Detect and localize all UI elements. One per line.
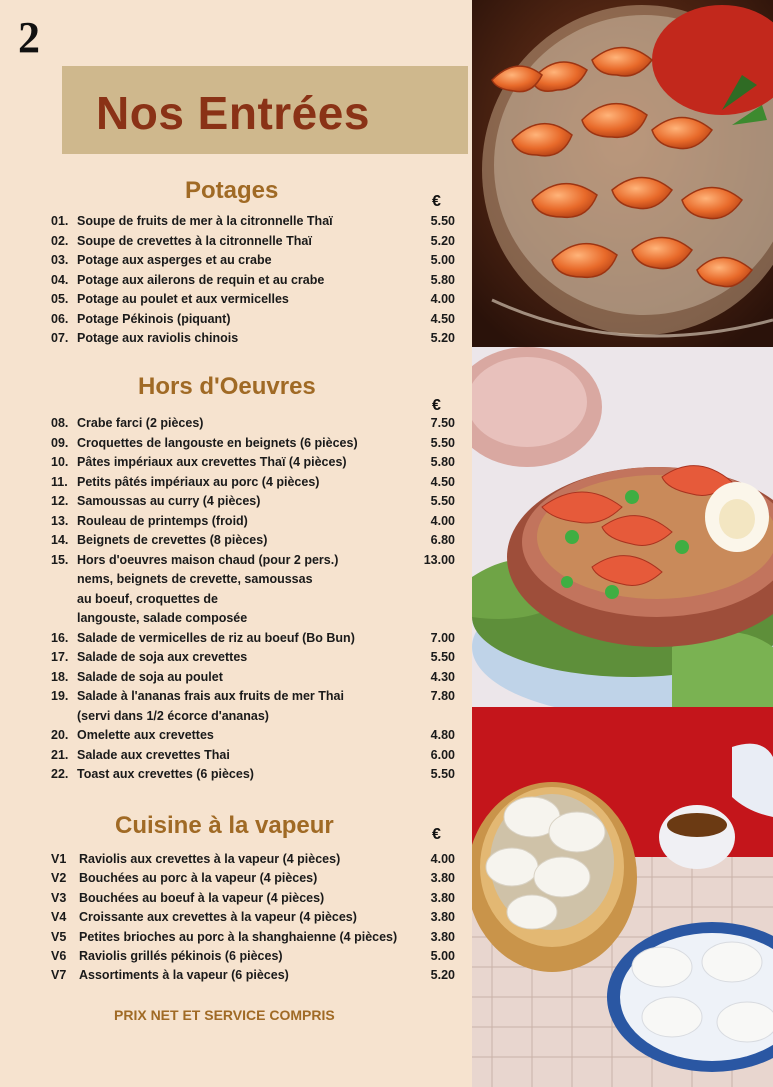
item-name: Potage aux asperges et au crabe bbox=[77, 253, 272, 267]
menu-item bbox=[51, 850, 461, 869]
menu-item bbox=[51, 966, 461, 985]
item-number: 19. bbox=[51, 689, 69, 703]
menu-item bbox=[51, 251, 461, 270]
item-number: 09. bbox=[51, 435, 69, 450]
page-title: Nos Entrées bbox=[96, 87, 370, 139]
menu-item bbox=[51, 434, 461, 453]
menu-item bbox=[51, 310, 461, 329]
item-price: 7.50 bbox=[430, 416, 455, 430]
menu-item bbox=[51, 492, 461, 511]
item-name: Salade de soja au poulet bbox=[77, 669, 223, 684]
item-price: 4.80 bbox=[430, 728, 455, 742]
item-price: 5.50 bbox=[430, 435, 455, 450]
menu-item bbox=[51, 590, 461, 609]
menu-item bbox=[51, 687, 461, 706]
section-title-vapeur: Cuisine à la vapeur bbox=[115, 812, 334, 839]
item-price: 5.50 bbox=[430, 214, 455, 228]
item-name: Bouchées au boeuf à la vapeur (4 pièces) bbox=[79, 890, 325, 905]
item-name: Soupe de fruits de mer à la citronnelle Thaï bbox=[77, 214, 333, 228]
item-price: 4.50 bbox=[430, 311, 455, 326]
item-number: 14. bbox=[51, 533, 69, 547]
item-price: 5.50 bbox=[430, 650, 455, 664]
item-name: nems, beignets de crevette, samoussas bbox=[77, 572, 313, 586]
item-name: Toast aux crevettes (6 pièces) bbox=[77, 767, 254, 781]
item-number: 20. bbox=[51, 728, 69, 742]
item-price: 5.00 bbox=[430, 949, 455, 963]
currency-vapeur: € bbox=[432, 826, 441, 843]
item-number: 07. bbox=[51, 331, 69, 345]
item-name: Potage aux ailerons de requin et au crabe bbox=[77, 272, 325, 287]
item-name: Salade de soja aux crevettes bbox=[77, 650, 248, 664]
menu-item bbox=[51, 746, 461, 765]
menu-item bbox=[51, 531, 461, 550]
item-price: 5.20 bbox=[430, 331, 455, 345]
item-name: Soupe de crevettes à la citronnelle Thaï bbox=[77, 233, 312, 248]
item-name: Assortiments à la vapeur (6 pièces) bbox=[79, 968, 289, 983]
item-name: Potage Pékinois (piquant) bbox=[77, 311, 231, 326]
page-number: 2 bbox=[18, 13, 40, 62]
item-price: 3.80 bbox=[430, 929, 455, 944]
item-number: 16. bbox=[51, 630, 69, 645]
dim-sum-photo bbox=[472, 707, 773, 1087]
menu-item bbox=[51, 551, 461, 570]
item-name: Salade aux crevettes Thai bbox=[77, 747, 230, 762]
item-number: 21. bbox=[51, 747, 69, 762]
item-number: 06. bbox=[51, 311, 69, 326]
menu-item bbox=[51, 609, 461, 628]
item-price: 3.80 bbox=[430, 910, 455, 925]
item-name: Petites brioches au porc à la shanghaienne (4 pièces) bbox=[79, 929, 398, 944]
item-number: 13. bbox=[51, 513, 69, 528]
clay-pot-photo bbox=[472, 347, 773, 707]
footer-note: PRIX NET ET SERVICE COMPRIS bbox=[114, 1007, 335, 1023]
item-price: 5.20 bbox=[430, 233, 455, 248]
title-banner bbox=[62, 66, 468, 154]
menu-item bbox=[51, 232, 461, 251]
item-number: 08. bbox=[51, 416, 69, 430]
item-number: 04. bbox=[51, 272, 69, 287]
item-name: Croquettes de langouste en beignets (6 pièces) bbox=[77, 435, 358, 450]
item-number: V5 bbox=[51, 929, 67, 944]
item-price: 6.80 bbox=[430, 533, 455, 547]
menu-item bbox=[51, 473, 461, 492]
item-number: 18. bbox=[51, 669, 69, 684]
item-number: V6 bbox=[51, 949, 67, 963]
menu-item bbox=[51, 947, 461, 966]
item-name: Croissante aux crevettes à la vapeur (4 pièces) bbox=[79, 910, 357, 925]
menu-item bbox=[51, 648, 461, 667]
item-number: V1 bbox=[51, 852, 67, 866]
section-title-hors-doeuvres: Hors d'Oeuvres bbox=[138, 373, 316, 400]
menu-item bbox=[51, 869, 461, 888]
item-price: 4.30 bbox=[430, 669, 455, 684]
item-number: 03. bbox=[51, 253, 69, 267]
menu-item bbox=[51, 212, 461, 231]
item-price: 6.00 bbox=[430, 747, 455, 762]
menu-item bbox=[51, 889, 461, 908]
item-number: 22. bbox=[51, 767, 69, 781]
item-price: 4.00 bbox=[430, 852, 455, 866]
currency-hors-doeuvres: € bbox=[432, 397, 441, 414]
item-name: au boeuf, croquettes de bbox=[77, 591, 218, 606]
menu-item bbox=[51, 629, 461, 648]
menu-item bbox=[51, 512, 461, 531]
menu-item bbox=[51, 414, 461, 433]
item-price: 13.00 bbox=[423, 552, 455, 567]
item-price: 5.80 bbox=[430, 455, 455, 469]
item-number: V7 bbox=[51, 968, 67, 983]
menu-item bbox=[51, 453, 461, 472]
item-price: 5.50 bbox=[430, 494, 455, 508]
item-number: 10. bbox=[51, 455, 69, 469]
item-price: 4.00 bbox=[430, 513, 455, 528]
item-number: V2 bbox=[51, 871, 67, 886]
item-number: 01. bbox=[51, 214, 69, 228]
item-name: Petits pâtés impériaux au porc (4 pièces) bbox=[77, 474, 320, 489]
item-price: 5.20 bbox=[430, 968, 455, 983]
item-price: 7.00 bbox=[430, 630, 455, 645]
item-name: Omelette aux crevettes bbox=[77, 728, 214, 742]
item-number: 12. bbox=[51, 494, 69, 508]
menu-item bbox=[51, 765, 461, 784]
menu-item bbox=[51, 908, 461, 927]
item-number: 11. bbox=[51, 474, 68, 489]
item-name: Salade de vermicelles de riz au boeuf (Bo Bun) bbox=[77, 630, 355, 645]
menu-item bbox=[51, 668, 461, 687]
item-price: 5.00 bbox=[430, 253, 455, 267]
item-price: 4.00 bbox=[430, 292, 455, 306]
menu-item bbox=[51, 928, 461, 947]
item-name: Hors d'oeuvres maison chaud (pour 2 pers.) bbox=[77, 552, 339, 567]
item-number: 05. bbox=[51, 292, 69, 306]
item-number: 17. bbox=[51, 650, 69, 664]
currency-potages: € bbox=[432, 193, 441, 210]
item-price: 7.80 bbox=[430, 689, 455, 703]
item-price: 4.50 bbox=[430, 474, 455, 489]
section-title-potages: Potages bbox=[185, 177, 279, 204]
item-price: 5.80 bbox=[430, 272, 455, 287]
shrimp-photo bbox=[472, 0, 773, 347]
menu-item bbox=[51, 290, 461, 309]
menu-item bbox=[51, 726, 461, 745]
item-price: 3.80 bbox=[430, 890, 455, 905]
item-name: Raviolis aux crevettes à la vapeur (4 pièces) bbox=[79, 852, 341, 866]
item-name: langouste, salade composée bbox=[77, 611, 248, 625]
item-name: Crabe farci (2 pièces) bbox=[77, 416, 204, 430]
item-name: Salade à l'ananas frais aux fruits de mer Thai bbox=[77, 689, 344, 703]
menu-item bbox=[51, 707, 461, 726]
item-name: Pâtes impériaux aux crevettes Thaï (4 pièces) bbox=[77, 455, 347, 469]
item-price: 5.50 bbox=[430, 767, 455, 781]
item-name: Bouchées au porc à la vapeur (4 pièces) bbox=[79, 871, 318, 886]
item-price: 3.80 bbox=[430, 871, 455, 886]
menu-item bbox=[51, 570, 461, 589]
item-name: Samoussas au curry (4 pièces) bbox=[77, 494, 261, 508]
menu-item bbox=[51, 271, 461, 290]
item-name: Beignets de crevettes (8 pièces) bbox=[77, 533, 268, 547]
item-number: V3 bbox=[51, 890, 67, 905]
item-name: (servi dans 1/2 écorce d'ananas) bbox=[77, 708, 269, 723]
item-name: Potage aux raviolis chinois bbox=[77, 331, 239, 345]
item-name: Raviolis grillés pékinois (6 pièces) bbox=[79, 949, 283, 963]
item-number: V4 bbox=[51, 910, 67, 925]
item-name: Potage au poulet et aux vermicelles bbox=[77, 292, 289, 306]
menu-item bbox=[51, 329, 461, 348]
item-number: 02. bbox=[51, 233, 69, 248]
item-number: 15. bbox=[51, 552, 69, 567]
item-name: Rouleau de printemps (froid) bbox=[77, 513, 248, 528]
